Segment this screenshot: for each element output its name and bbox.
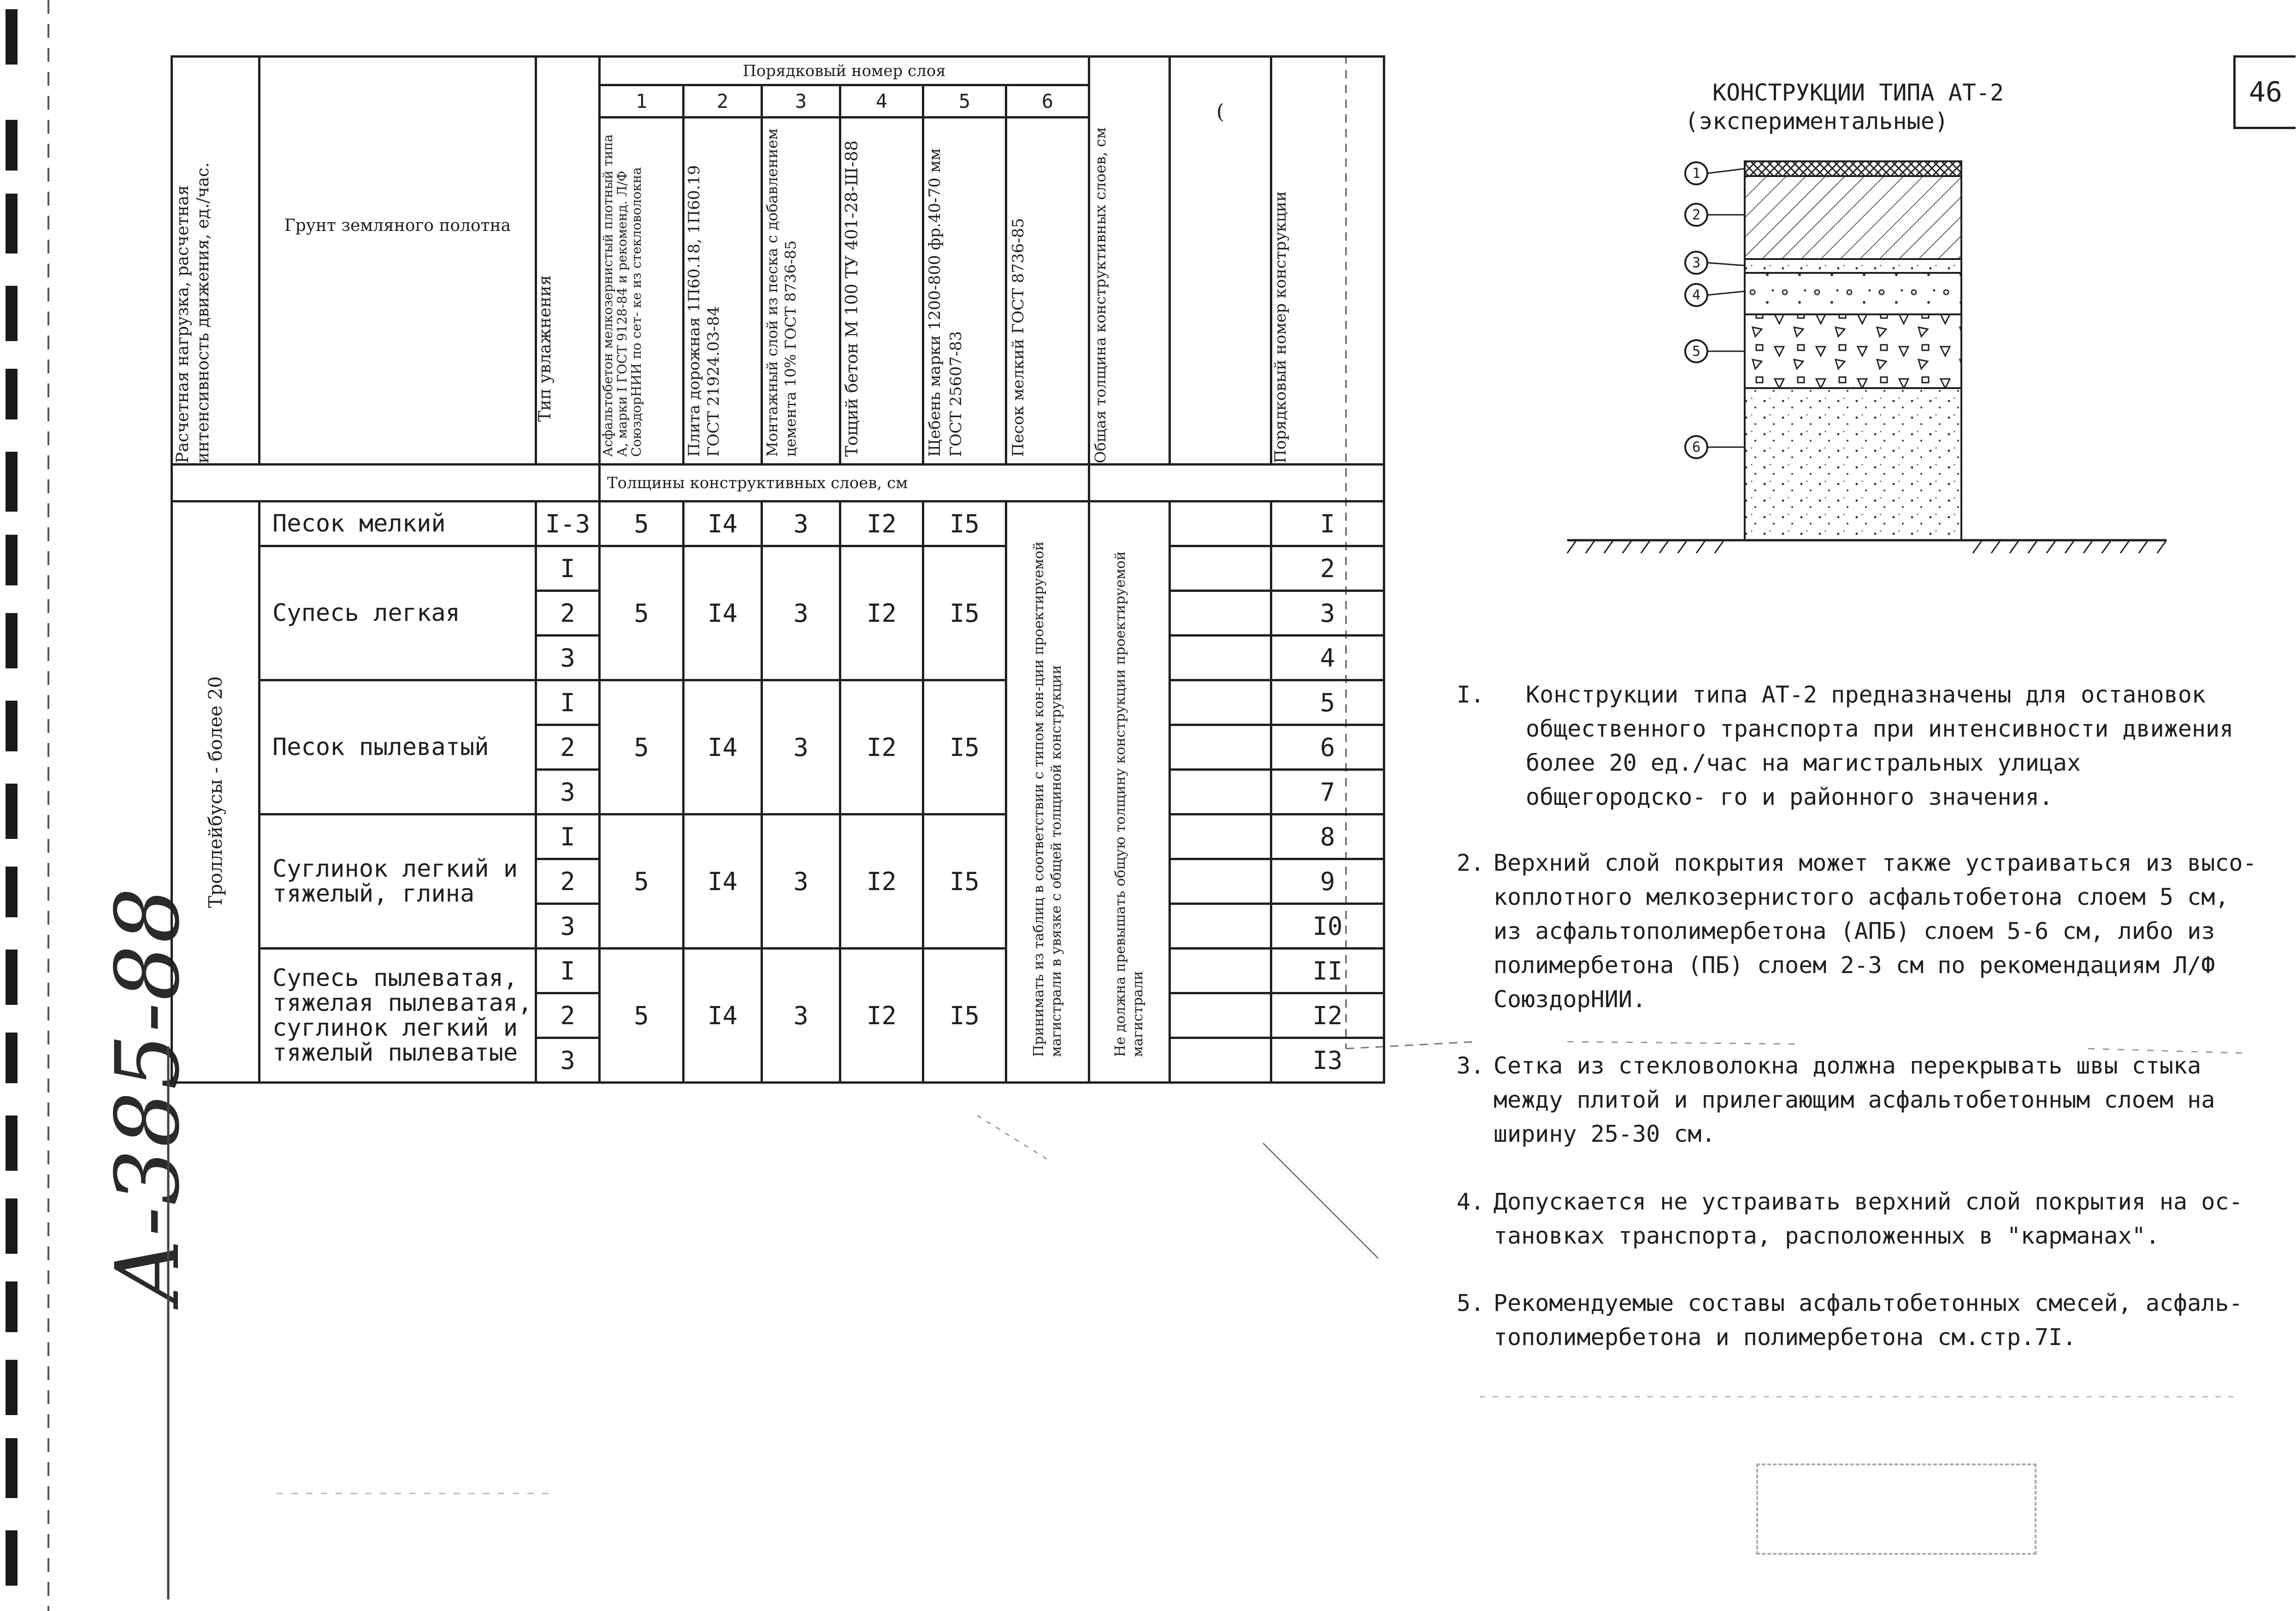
placeholder-cells — [172, 465, 600, 502]
layer-thickness-cell: I5 — [923, 949, 1006, 1083]
soil-type-cell: Песок пылеватый — [260, 680, 536, 814]
moisture-type-cell: 3 — [536, 636, 600, 680]
ground-hatching — [1567, 540, 2166, 553]
layer-material-6: Песок мелкий ГОСТ 8736-85 — [1006, 118, 1089, 465]
layer-thickness-cell: I4 — [684, 680, 762, 814]
construction-order-cell: I2 — [1271, 993, 1384, 1038]
table-row — [172, 546, 1384, 591]
note-4-text: Допускается не устраивать верхний слой покрытия на ос- тановках транспорта, расположенных в "карманах". — [1493, 1188, 2243, 1249]
construction-order-cell: 4 — [1271, 636, 1384, 680]
thickness-label: Толщины конструктивных слоев, см — [600, 465, 1089, 502]
callout-2: 2 — [1692, 207, 1701, 223]
note-4-number: 4. — [1457, 1188, 1485, 1215]
soil-type-cell: Супесь пылеватая, тяжелая пылеватая, суглинок легкий и тяжелый пылеватые — [260, 949, 536, 1083]
moisture-type-cell: I — [536, 949, 600, 993]
layer-number-1: 1 — [600, 85, 684, 118]
layer-thickness-cell: I2 — [840, 814, 923, 949]
moisture-column-header: Тип увлажнения — [536, 57, 600, 465]
construction-order-cell: I3 — [1271, 1038, 1384, 1083]
construction-order-cell: 5 — [1271, 680, 1384, 725]
layer-thickness-cell: I4 — [684, 814, 762, 949]
note-2-text: Верхний слой покрытия может также устраиваться из высо- коплотного мелкозернистого асфальтобетона слоем 5 см, из асфальтополимербетона (АПБ) слоем 5-6 см, либо из полимербетона (ПБ) слоем 2-3 см по рекомендациям Л/Ф СоюздорНИИ. — [1493, 850, 2257, 1013]
layer-thickness-cell: 3 — [762, 814, 840, 949]
diagram-title — [1685, 78, 2004, 136]
construction-order-cell: I — [1271, 502, 1384, 546]
load-column-header: Расчетная нагрузка, расчетная интенсивность движения, ед./час. — [172, 57, 260, 465]
total-thickness-note: Не должна превышать общую толщину конструкции проектируемой магистрали — [1112, 551, 1146, 1057]
layer-thickness-cell: 5 — [600, 814, 684, 949]
layer-material-3: Монтажный слой из песка с добавлением цемента 10% ГОСТ 8736-85 — [762, 118, 840, 465]
layer-number-3: 3 — [762, 85, 840, 118]
blank-cell — [1170, 814, 1271, 859]
layer-thickness-cell: I4 — [684, 502, 762, 546]
note-5-text: Рекомендуемые составы асфальтобетонных смесей, асфаль- тополимербетона и полимербетона см.стр.7I. — [1493, 1290, 2243, 1351]
layer-thickness-cell: 5 — [600, 949, 684, 1083]
construction-order-cell: I0 — [1271, 904, 1384, 949]
moisture-type-cell: 2 — [536, 725, 600, 770]
layer-thickness-cell: I4 — [684, 546, 762, 680]
layer-number-6: 6 — [1006, 85, 1089, 118]
layer-thickness-cell: 3 — [762, 949, 840, 1083]
moisture-type-cell: 3 — [536, 904, 600, 949]
note-3-text: Сетка из стекловолокна должна перекрывать швы стыка между плитой и прилегающим асфальтобетонным слоем на ширину 25-30 см. — [1493, 1052, 2215, 1147]
construction-order-cell: 2 — [1271, 546, 1384, 591]
specification-table — [171, 55, 1385, 1084]
layer-material-1: Асфальтобетон мелкозернистый плотный типа А, марки I ГОСТ 9128-84 и рекоменд. Л/Ф СоюздорНИИ по сет- ке из стекловолокна — [600, 118, 684, 465]
soil-type-cell: Песок мелкий — [260, 502, 536, 546]
diagram-title-line2: (экспериментальные) — [1685, 108, 1948, 135]
faded-stamp-box — [1756, 1463, 2036, 1555]
layer-thickness-cell: 5 — [600, 502, 684, 546]
moisture-type-cell: 3 — [536, 1038, 600, 1083]
callout-6: 6 — [1692, 439, 1701, 455]
layer-mounting-sand — [1745, 259, 1961, 273]
blank-cell — [1170, 546, 1271, 591]
callout-5: 5 — [1692, 343, 1701, 360]
layer-thickness-cell: 5 — [600, 680, 684, 814]
callout-1: 1 — [1692, 165, 1701, 182]
layer-fine-sand — [1745, 388, 1961, 540]
blank-cell — [1170, 993, 1271, 1038]
moisture-type-cell: 2 — [536, 591, 600, 636]
layer-thickness-cell: 3 — [762, 680, 840, 814]
callout-3: 3 — [1692, 255, 1701, 271]
layer-thickness-cell: I5 — [923, 502, 1006, 546]
moisture-type-cell: I — [536, 680, 600, 725]
layer-crushed-stone — [1745, 314, 1961, 388]
note-2-number: 2. — [1457, 850, 1485, 876]
blank-cell — [1170, 859, 1271, 904]
layer-material-2: Плита дорожная 1П60.18, 1П60.19 ГОСТ 21924.03-84 — [684, 118, 762, 465]
layer-thickness-cell: I5 — [923, 680, 1006, 814]
moisture-type-cell: 2 — [536, 993, 600, 1038]
layer-number-2: 2 — [684, 85, 762, 118]
moisture-type-cell: I-3 — [536, 502, 600, 546]
layer-material-4: Тощий бетон М 100 ТУ 401-28-Ш-88 — [840, 118, 923, 465]
blank-cell — [1170, 502, 1271, 546]
table-row — [172, 680, 1384, 725]
blank-cell — [1170, 949, 1271, 993]
pavement-cross-section — [1521, 148, 2213, 572]
table-row — [172, 814, 1384, 859]
table-row — [172, 949, 1384, 993]
soil-type-cell: Суглинок легкий и тяжелый, глина — [260, 814, 536, 949]
diagram-title-line1: КОНСТРУКЦИИ ТИПА АТ-2 — [1712, 79, 2004, 106]
moisture-type-cell: I — [536, 546, 600, 591]
blank-cell — [1170, 770, 1271, 814]
note-1-text: Конструкции типа АТ-2 предназначены для остановок общественного транспорта при интенсивности движения более 20 ед./час на магистральных улицах общегородско- го и районного значения. — [1526, 681, 2234, 810]
layer-thickness-cell: 3 — [762, 546, 840, 680]
layer-lean-concrete — [1745, 273, 1961, 314]
load-value-cell — [172, 502, 260, 1083]
table-row — [172, 502, 1384, 546]
moisture-type-cell: 2 — [536, 859, 600, 904]
construction-order-cell: 6 — [1271, 725, 1384, 770]
placeholder-cells — [1089, 465, 1384, 502]
note-5-number: 5. — [1457, 1290, 1485, 1316]
blank-cell — [1170, 1038, 1271, 1083]
note-3-number: 3. — [1457, 1052, 1485, 1079]
page-number: 46 — [2233, 55, 2296, 129]
total-thickness-header: Общая толщина конструктивных слоев, см — [1089, 57, 1170, 465]
construction-order-cell: 8 — [1271, 814, 1384, 859]
layer-material-5: Щебень марки 1200-800 фр.40-70 мм ГОСТ 25607-83 — [923, 118, 1006, 465]
moisture-type-cell: I — [536, 814, 600, 859]
layer-thickness-cell: I4 — [684, 949, 762, 1083]
layer-thickness-cell: I2 — [840, 949, 923, 1083]
callout-4: 4 — [1692, 287, 1701, 303]
layer-thickness-cell: 3 — [762, 502, 840, 546]
layer-thickness-cell: I2 — [840, 546, 923, 680]
layer-asphalt — [1745, 161, 1961, 176]
blank-cell — [1170, 680, 1271, 725]
soil-column-header: Грунт земляного полотна — [260, 57, 536, 465]
construction-order-cell: 7 — [1271, 770, 1384, 814]
construction-order-cell: 9 — [1271, 859, 1384, 904]
layer-thickness-cell: I5 — [923, 814, 1006, 949]
layer-number-5: 5 — [923, 85, 1006, 118]
blank-cell — [1170, 725, 1271, 770]
layer-thickness-cell: I5 — [923, 546, 1006, 680]
layer6-note: Принимать из таблиц в соответствии с типом кон-ции проектируемой магистрали в увязке с общей толщиной конструкции — [1030, 541, 1064, 1057]
load-value: Троллейбусы - более 20 — [205, 676, 226, 908]
layer-thickness-cell: I2 — [840, 680, 923, 814]
blank-cell — [1170, 591, 1271, 636]
layer-road-slab — [1745, 176, 1961, 259]
layer-number-4: 4 — [840, 85, 923, 118]
blank-cell — [1170, 904, 1271, 949]
note-1-number: I. — [1457, 681, 1485, 708]
moisture-type-cell: 3 — [536, 770, 600, 814]
soil-type-cell: Супесь легкая — [260, 546, 536, 680]
blank-column-header: ( — [1170, 57, 1271, 465]
layer-thickness-cell: I2 — [840, 502, 923, 546]
layer-thickness-cell: 5 — [600, 546, 684, 680]
handwritten-annotation: А-385-88 — [97, 885, 199, 1304]
construction-order-cell: 3 — [1271, 591, 1384, 636]
layer-callouts — [1685, 162, 1745, 458]
layer6-note-cell — [1006, 502, 1089, 1083]
construction-order-cell: II — [1271, 949, 1384, 993]
layer-number-group-header: Порядковый номер слоя — [600, 57, 1089, 85]
blank-cell — [1170, 636, 1271, 680]
construction-order-header: Порядковый номер конструкции — [1271, 57, 1384, 465]
total-thickness-note-cell — [1089, 502, 1170, 1083]
